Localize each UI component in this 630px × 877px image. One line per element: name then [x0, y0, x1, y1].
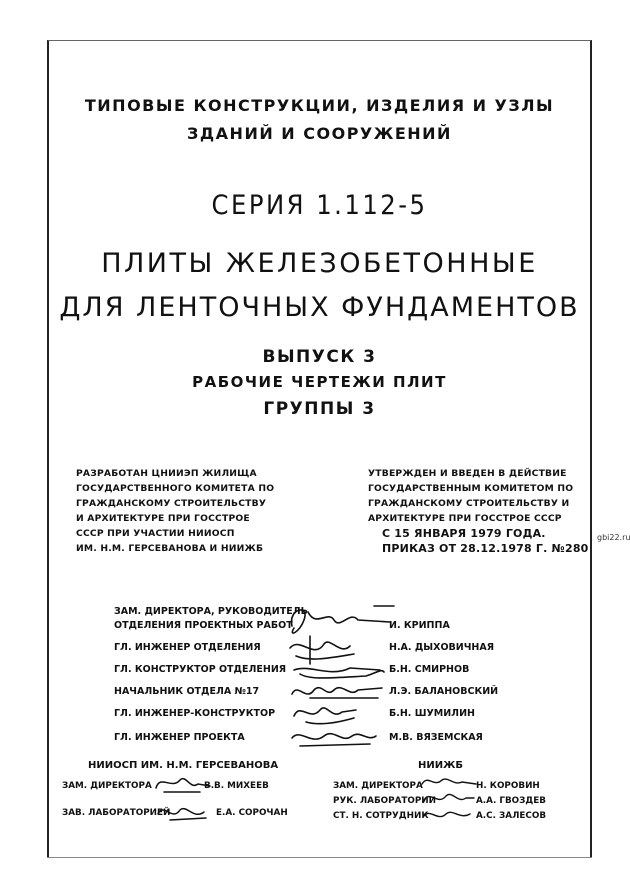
developed-line: ГРАЖДАНСКОМУ СТРОИТЕЛЬСТВУ — [76, 498, 267, 509]
niiosp-signatures — [150, 770, 220, 830]
developed-line: ИМ. Н.М. ГЕРСЕВАНОВА И НИИЖБ — [76, 543, 264, 554]
developed-line: СССР ПРИ УЧАСТИИ НИИОСП — [76, 528, 235, 539]
niiosp-title: НИИОСП ИМ. Н.М. ГЕРСЕВАНОВА — [88, 760, 279, 771]
signatory-role: НАЧАЛЬНИК ОТДЕЛА №17 — [114, 686, 260, 697]
website-mark: gbi22.ru — [597, 533, 630, 542]
signatory-name: Б.Н. ШУМИЛИН — [389, 708, 475, 719]
header-line-1: ТИПОВЫЕ КОНСТРУКЦИИ, ИЗДЕЛИЯ И УЗЛЫ — [84, 96, 555, 115]
signatory-name: Н.А. ДЫХОВИЧНАЯ — [389, 642, 495, 653]
niizhb-name: А.С. ЗАЛЕСОВ — [476, 811, 547, 821]
niizhb-role: РУК. ЛАБОРАТОРИИ — [333, 796, 437, 806]
approved-block — [368, 466, 589, 556]
developed-by-block — [76, 466, 301, 556]
title-line-1: ПЛИТЫ ЖЕЛЕЗОБЕТОННЫЕ — [101, 248, 538, 279]
niizhb-role: СТ. Н. СОТРУДНИК — [333, 811, 429, 821]
niizhb-name: А.А. ГВОЗДЕВ — [476, 796, 546, 806]
niizhb-name: Н. КОРОВИН — [476, 781, 540, 791]
handwritten-signatures — [270, 598, 420, 758]
signatory-role: ГЛ. КОНСТРУКТОР ОТДЕЛЕНИЯ — [114, 664, 287, 675]
issue-number: ВЫПУСК 3 — [262, 347, 377, 367]
signatory-role: ГЛ. ИНЖЕНЕР ОТДЕЛЕНИЯ — [114, 642, 261, 653]
series-number: СЕРИЯ 1.112-5 — [211, 190, 428, 221]
niizhb-title: НИИЖБ — [418, 760, 463, 771]
approved-line: ГОСУДАРСТВЕННЫМ КОМИТЕТОМ ПО — [368, 483, 574, 494]
signatory-role-continued: ОТДЕЛЕНИЯ ПРОЕКТНЫХ РАБОТ — [114, 620, 293, 631]
header-line-2: ЗДАНИЙ И СООРУЖЕНИЙ — [187, 124, 452, 143]
approved-line: УТВЕРЖДЕН И ВВЕДЕН В ДЕЙСТВИЕ — [368, 468, 567, 479]
niiosp-name: Е.А. СОРОЧАН — [216, 808, 288, 818]
developed-line: РАЗРАБОТАН ЦНИИЭП ЖИЛИЩА — [76, 468, 257, 479]
signatory-name: И. КРИППА — [389, 620, 450, 631]
approved-line: ГРАЖДАНСКОМУ СТРОИТЕЛЬСТВУ И — [368, 498, 570, 509]
niizhb-signatures — [418, 772, 480, 826]
issue-subtitle: РАБОЧИЕ ЧЕРТЕЖИ ПЛИТ — [192, 373, 447, 391]
niiosp-name: В.В. МИХЕЕВ — [204, 781, 269, 791]
page-frame-bottom — [47, 857, 592, 858]
approved-order: ПРИКАЗ ОТ 28.12.1978 Г. №280 — [382, 542, 589, 555]
developed-line: ГОСУДАРСТВЕННОГО КОМИТЕТА ПО — [76, 483, 275, 494]
niiosp-role: ЗАМ. ДИРЕКТОРА — [62, 781, 152, 791]
signatory-role: ГЛ. ИНЖЕНЕР ПРОЕКТА — [114, 732, 245, 743]
developed-line: И АРХИТЕКТУРЕ ПРИ ГОССТРОЕ — [76, 513, 250, 524]
signatory-role: ЗАМ. ДИРЕКТОРА, РУКОВОДИТЕЛЬ — [114, 606, 308, 617]
title-line-2: ДЛЯ ЛЕНТОЧНЫХ ФУНДАМЕНТОВ — [59, 292, 580, 323]
signatory-name: М.В. ВЯЗЕМСКАЯ — [389, 732, 483, 743]
signatory-name: Б.Н. СМИРНОВ — [389, 664, 470, 675]
signatory-role: ГЛ. ИНЖЕНЕР-КОНСТРУКТОР — [114, 708, 276, 719]
approved-line: АРХИТЕКТУРЕ ПРИ ГОССТРОЕ СССР — [368, 513, 562, 524]
issue-group: ГРУППЫ 3 — [263, 399, 376, 419]
signatory-name: Л.Э. БАЛАНОВСКИЙ — [389, 686, 499, 697]
approved-date: С 15 ЯНВАРЯ 1979 ГОДА. — [382, 527, 546, 540]
niiosp-role: ЗАВ. ЛАБОРАТОРИЕЙ — [62, 808, 171, 818]
niizhb-role: ЗАМ. ДИРЕКТОРА — [333, 781, 423, 791]
